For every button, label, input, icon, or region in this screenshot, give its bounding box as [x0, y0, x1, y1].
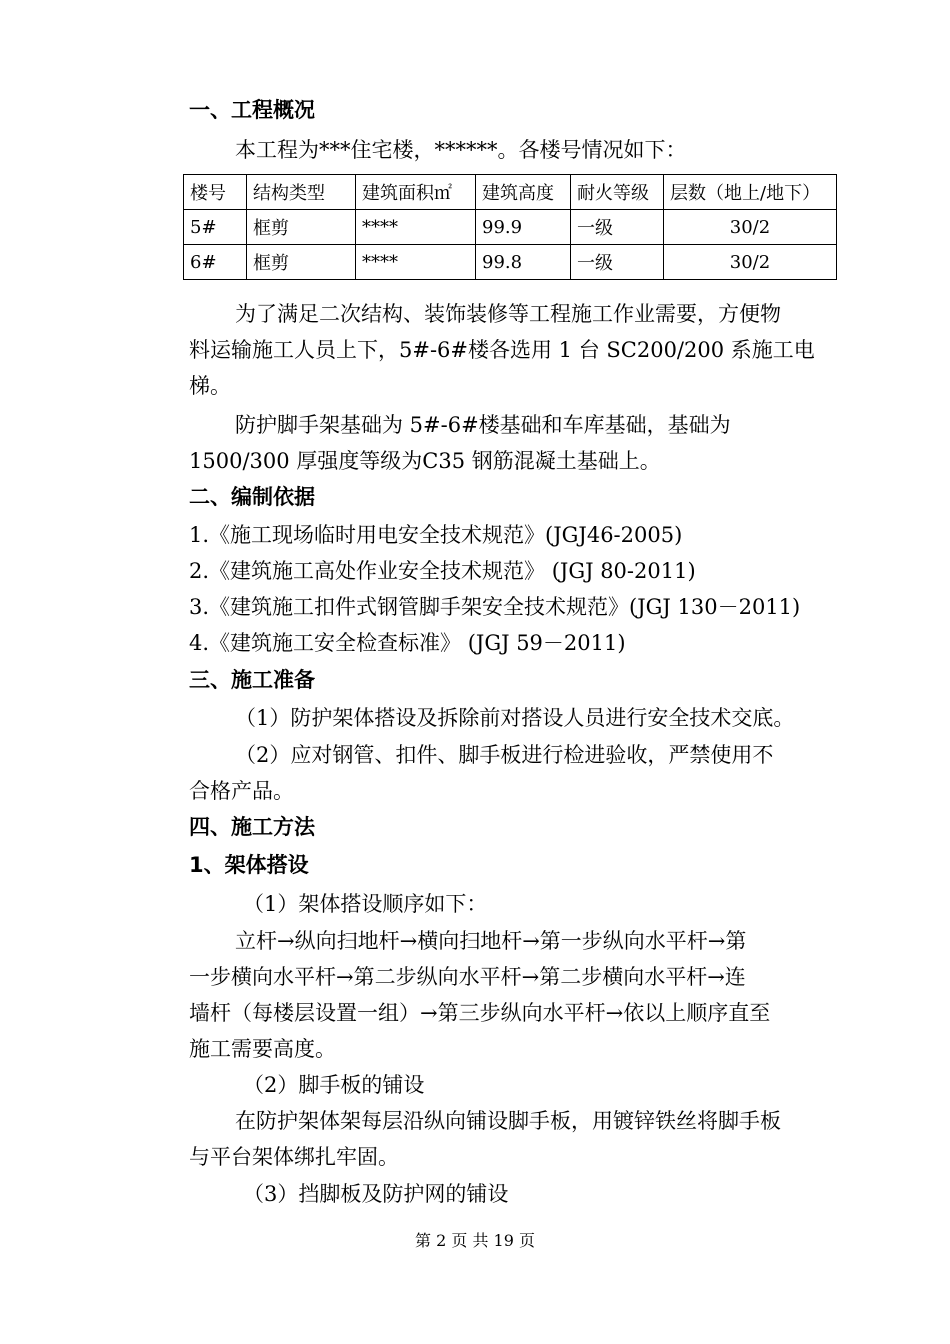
- table-header-cell: 建筑高度: [476, 175, 571, 210]
- table-cell: 30/2: [664, 245, 837, 280]
- paragraph-text: 与平台架体绑扎牢固。: [189, 1145, 399, 1169]
- overview-intro: 本工程为***住宅楼，******。各楼号情况如下：: [235, 138, 687, 162]
- table-cell: 5#: [184, 210, 247, 245]
- paragraph-text: 立杆→纵向扫地杆→横向扫地杆→第一步纵向水平杆→第: [235, 929, 747, 953]
- table-cell: 6#: [184, 245, 247, 280]
- paragraph-text: 在防护架体架每层沿纵向铺设脚手板，用镀锌铁丝将脚手板: [235, 1109, 781, 1133]
- section-heading-overview: 一、工程概况: [189, 98, 315, 122]
- table-cell: 一级: [571, 245, 664, 280]
- table-header-row: [184, 175, 837, 210]
- paragraph-text: 一步横向水平杆→第二步纵向水平杆→第二步横向水平杆→连: [189, 965, 746, 989]
- page-footer: 第 2 页 共 19 页: [415, 1231, 535, 1250]
- table-cell: 一级: [571, 210, 664, 245]
- paragraph-text: （1）防护架体搭设及拆除前对搭设人员进行安全技术交底。: [235, 706, 795, 730]
- building-info-table: [183, 174, 837, 280]
- table-cell: 99.9: [476, 210, 571, 245]
- reference-item: 2.《建筑施工高处作业安全技术规范》 (JGJ 80-2011): [189, 559, 696, 583]
- paragraph-text: （2）应对钢管、扣件、脚手板进行检进验收，严禁使用不: [235, 743, 774, 767]
- subsection-heading: 1、架体搭设: [189, 853, 309, 877]
- paragraph-text: 施工需要高度。: [189, 1037, 336, 1061]
- table-cell: 99.8: [476, 245, 571, 280]
- table-cell: ****: [356, 245, 476, 280]
- section-heading-method: 四、施工方法: [189, 815, 315, 839]
- paragraph-text: （1）架体搭设顺序如下：: [243, 892, 488, 916]
- paragraph-text: （2）脚手板的铺设: [243, 1073, 425, 1097]
- reference-item: 4.《建筑施工安全检查标准》 (JGJ 59－2011): [189, 631, 626, 655]
- table-cell: 框剪: [247, 210, 356, 245]
- paragraph-text: 1500/300 厚强度等级为C35 钢筋混凝土基础上。: [189, 449, 661, 473]
- paragraph-text: 料运输施工人员上下，5#-6#楼各选用 1 台 SC200/200 系施工电: [189, 338, 815, 362]
- paragraph-text: 墙杆（每楼层设置一组）→第三步纵向水平杆→依以上顺序直至: [189, 1001, 771, 1025]
- paragraph-text: 防护脚手架基础为 5#-6#楼基础和车库基础，基础为: [235, 413, 731, 437]
- paragraph-text: 为了满足二次结构、装饰装修等工程施工作业需要，方便物: [235, 302, 781, 326]
- table-header-cell: 耐火等级: [571, 175, 664, 210]
- table-header-cell: 楼号: [184, 175, 247, 210]
- table-header-cell: 结构类型: [247, 175, 356, 210]
- table-cell: 30/2: [664, 210, 837, 245]
- table-cell: ****: [356, 210, 476, 245]
- table-header-cell: 层数（地上/地下）: [664, 175, 837, 210]
- table-header-cell: 建筑面积㎡: [356, 175, 476, 210]
- table-row: [184, 245, 837, 280]
- reference-item: 3.《建筑施工扣件式钢管脚手架安全技术规范》(JGJ 130－2011): [189, 595, 801, 619]
- section-heading-preparation: 三、施工准备: [189, 668, 315, 692]
- table-cell: 框剪: [247, 245, 356, 280]
- section-heading-basis: 二、编制依据: [189, 485, 315, 509]
- paragraph-text: 合格产品。: [189, 779, 294, 803]
- table-row: [184, 210, 837, 245]
- paragraph-text: （3）挡脚板及防护网的铺设: [243, 1182, 509, 1206]
- reference-item: 1.《施工现场临时用电安全技术规范》(JGJ46-2005): [189, 523, 683, 547]
- paragraph-text: 梯。: [189, 374, 231, 398]
